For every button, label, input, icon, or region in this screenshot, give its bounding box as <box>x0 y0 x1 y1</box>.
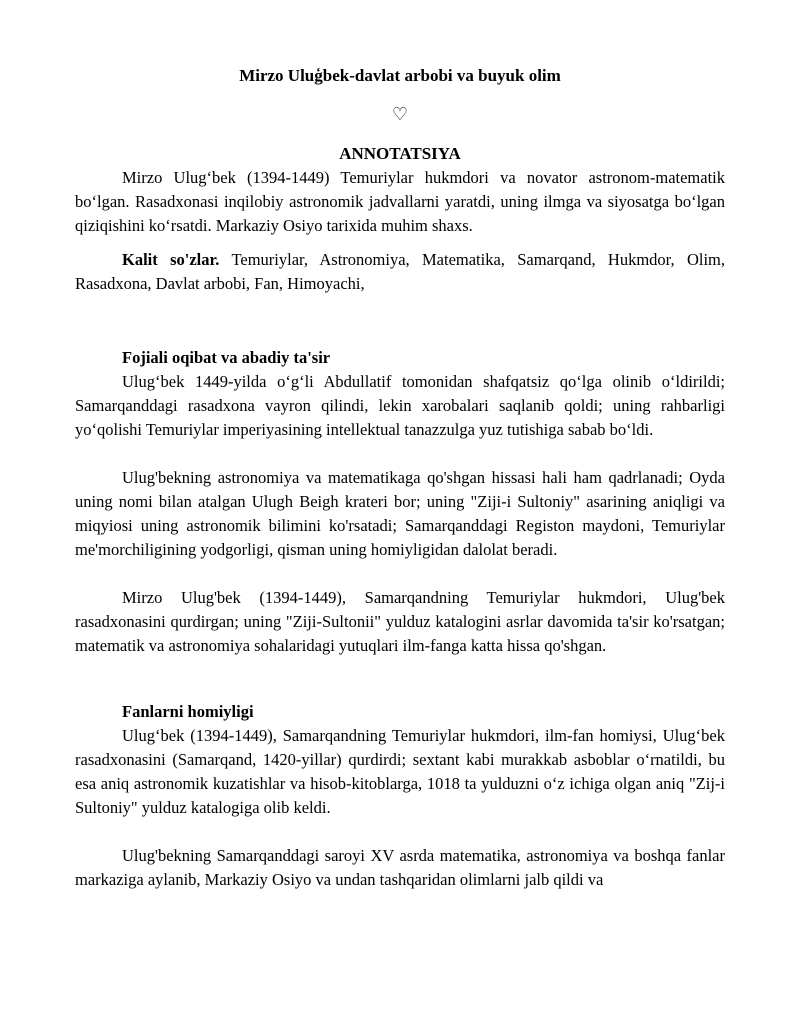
section-heading-patronage: Fanlarni homiyligi <box>122 702 254 721</box>
section-heading-legacy: Fojiali oqibat va abadiy ta'sir <box>122 348 331 367</box>
paragraph: Ulug'bekning astronomiya va matematikaga qo'shgan hissasi hali ham qadrlanadi; Oyda uning nomi bilan atalgan Ulugh Beigh krateri bor; uning "Ziji-i Sultoniy" asarining aniqligi va miqyiosi uning astronomik bilimini ko'rsatadi; Samarqanddagi Registon maydoni, Temuriylar me'morchiligining yodgorligi, qisman uning homiyligidan dalolat beradi. <box>75 468 725 559</box>
annotation-heading: ANNOTATSIYA <box>339 144 461 163</box>
paragraph: Ulug‘bek (1394-1449), Samarqandning Temuriylar hukmdori, ilm-fan homiysi, Ulug‘bek rasadxonasini (Samarqand, 1420-yillar) qurdirdi; sextant kabi murakkab asboblar o‘rnatildi, bu esa aniq astronomik kuzatishlar va hisob-kitoblarga, 1018 ta yulduzni o‘z ichiga olgan aniq "Zij-i Sultoniy" yulduz katalogiga olib keldi. <box>75 726 725 817</box>
document-title: Mirzo Uluģbek-davlat arbobi va buyuk olim <box>239 66 561 85</box>
annotation-text: Mirzo Ulug‘bek (1394-1449) Temuriylar hukmdori va novator astronom-matematik bo‘lgan. Rasadxonasi inqilobiy astronomik jadvallarni yaratdi, uning ilmga va siyosatga bo‘lgan qiziqishini ko‘rsatdi. Markaziy Osiyo tarixida muhim shaxs. <box>75 168 725 235</box>
keywords-paragraph <box>75 248 725 296</box>
paragraph: Ulug‘bek 1449-yilda o‘g‘li Abdullatif tomonidan shafqatsiz qo‘lga olinib o‘ldirildi; Samarqanddagi rasadxona vayron qilindi, lekin xarobalari saqlanib qoldi; uning rahbarligi yo‘qolishi Temuriylar imperiyasining intellektual tanazzulga yuz tutishiga sabab bo‘ldi. <box>75 372 725 439</box>
document-page <box>75 64 725 892</box>
heart-icon: ♡ <box>391 104 409 124</box>
keywords-label: Kalit so'zlar. <box>122 250 220 269</box>
keywords-text: Temuriylar, Astronomiya, Matematika, Samarqand, Hukmdor, Olim, Rasadxona, Davlat arbobi, Fan, Himoyachi, <box>75 250 725 293</box>
paragraph: Ulug'bekning Samarqanddagi saroyi XV asrda matematika, astronomiya va boshqa fanlar markaziga aylanib, Markaziy Osiyo va undan tashqaridan olimlarni jalb qildi va <box>75 846 725 889</box>
paragraph: Mirzo Ulug'bek (1394-1449), Samarqandning Temuriylar hukmdori, Ulug'bek rasadxonasini qurdirgan; uning "Ziji-Sultonii" yulduz katalogini asrlar davomida ta'sir ko'rsatgan; matematik va astronomiya sohalaridagi yutuqlari ilm-fanga katta hissa qo'shgan. <box>75 588 725 655</box>
